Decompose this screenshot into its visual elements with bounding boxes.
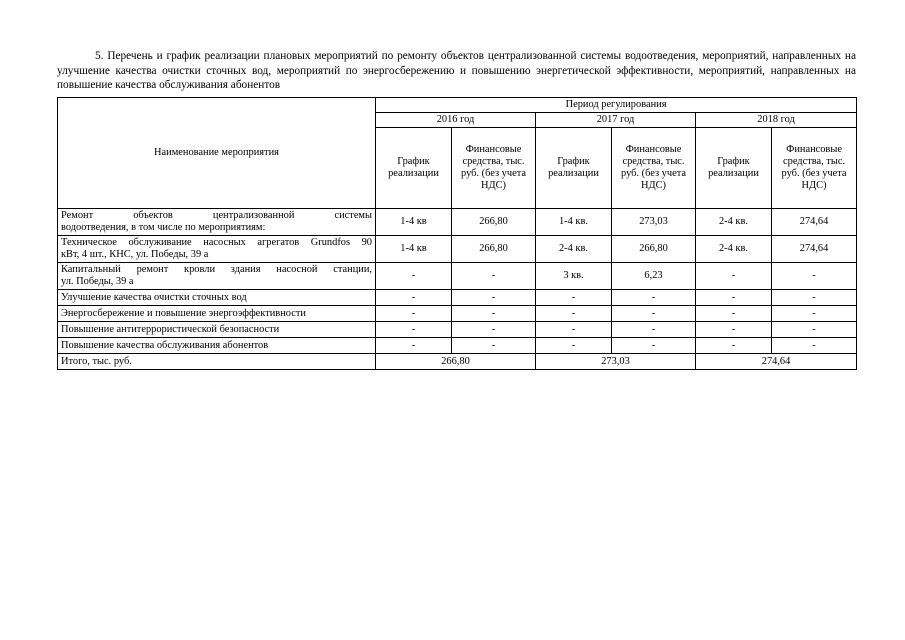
- table-cell: 2-4 кв.: [696, 209, 772, 236]
- table-cell: 2-4 кв.: [696, 236, 772, 263]
- table-row: [58, 263, 857, 290]
- table-cell: 266,80: [452, 236, 536, 263]
- table-cell: -: [772, 290, 857, 306]
- table-row: [58, 322, 857, 338]
- table-cell: -: [376, 306, 452, 322]
- table-cell: 266,80: [612, 236, 696, 263]
- table-cell: -: [376, 338, 452, 354]
- table-row: [58, 236, 857, 263]
- total-2016: 266,80: [376, 354, 536, 370]
- finance-header-2016: Финансовые средства, тыс. руб. (без учета НДС): [452, 128, 536, 209]
- table-cell: -: [536, 290, 612, 306]
- table-cell: 274,64: [772, 209, 857, 236]
- total-2018: 274,64: [696, 354, 857, 370]
- year-header-2017: 2017 год: [536, 113, 696, 128]
- table-cell: -: [612, 306, 696, 322]
- table-row: [58, 290, 857, 306]
- table-cell: 274,64: [772, 236, 857, 263]
- table-cell: -: [612, 338, 696, 354]
- table-cell: -: [772, 306, 857, 322]
- plan-table: [57, 97, 857, 370]
- table-cell: -: [696, 322, 772, 338]
- table-cell: -: [536, 306, 612, 322]
- finance-header-2017: Финансовые средства, тыс. руб. (без учета НДС): [612, 128, 696, 209]
- table-row: [58, 306, 857, 322]
- row-name: Повышение антитеррористической безопасности: [58, 322, 376, 338]
- table-cell: 266,80: [452, 209, 536, 236]
- total-row: [58, 354, 857, 370]
- table-cell: -: [376, 290, 452, 306]
- table-cell: -: [376, 263, 452, 290]
- table-cell: -: [696, 263, 772, 290]
- table-cell: -: [452, 263, 536, 290]
- table-cell: 1-4 кв: [376, 209, 452, 236]
- schedule-header-2018: График реализации: [696, 128, 772, 209]
- total-label: Итого, тыс. руб.: [58, 354, 376, 370]
- table-cell: 2-4 кв.: [536, 236, 612, 263]
- table-cell: -: [452, 306, 536, 322]
- table-row: [58, 209, 857, 236]
- table-cell: 273,03: [612, 209, 696, 236]
- table-cell: -: [696, 290, 772, 306]
- table-cell: -: [612, 290, 696, 306]
- table-cell: -: [536, 322, 612, 338]
- table-cell: 1-4 кв: [376, 236, 452, 263]
- total-2017: 273,03: [536, 354, 696, 370]
- row-name: Капитальный ремонт кровли здания насосной станции, ул. Победы, 39 а: [58, 263, 376, 290]
- table-cell: -: [772, 263, 857, 290]
- table-row: [58, 338, 857, 354]
- row-name: Энергосбережение и повышение энергоэффективности: [58, 306, 376, 322]
- row-name: Техническое обслуживание насосных агрегатов Grundfos 90 кВт, 4 шт., КНС, ул. Победы, 39 а: [58, 236, 376, 263]
- table-cell: -: [536, 338, 612, 354]
- intro-paragraph: 5. Перечень и график реализации плановых мероприятий по ремонту объектов централизованной системы водоотведения, мероприятий, направленных на улучшение качества очистки сточных вод, мероприятий по энергосбережению и повышению энергетической эффективности, мероприятий, направленных на повышение качества обслуживания абонентов: [57, 50, 856, 92]
- name-column-header: Наименование мероприятия: [58, 98, 376, 209]
- table-cell: -: [452, 338, 536, 354]
- table-cell: -: [772, 338, 857, 354]
- period-header: Период регулирования: [376, 98, 857, 113]
- table-cell: -: [452, 322, 536, 338]
- year-header-2018: 2018 год: [696, 113, 857, 128]
- row-name: Ремонт объектов централизованной системы водоотведения, в том числе по мероприятиям:: [58, 209, 376, 236]
- table-cell: -: [376, 322, 452, 338]
- row-name: Улучшение качества очистки сточных вод: [58, 290, 376, 306]
- schedule-header-2016: График реализации: [376, 128, 452, 209]
- table-cell: 6,23: [612, 263, 696, 290]
- table-cell: -: [452, 290, 536, 306]
- table-cell: -: [612, 322, 696, 338]
- table-cell: -: [696, 306, 772, 322]
- table-cell: -: [772, 322, 857, 338]
- row-name: Повышение качества обслуживания абонентов: [58, 338, 376, 354]
- year-header-2016: 2016 год: [376, 113, 536, 128]
- schedule-header-2017: График реализации: [536, 128, 612, 209]
- table-cell: -: [696, 338, 772, 354]
- table-cell: 3 кв.: [536, 263, 612, 290]
- finance-header-2018: Финансовые средства, тыс. руб. (без учета НДС): [772, 128, 857, 209]
- table-cell: 1-4 кв.: [536, 209, 612, 236]
